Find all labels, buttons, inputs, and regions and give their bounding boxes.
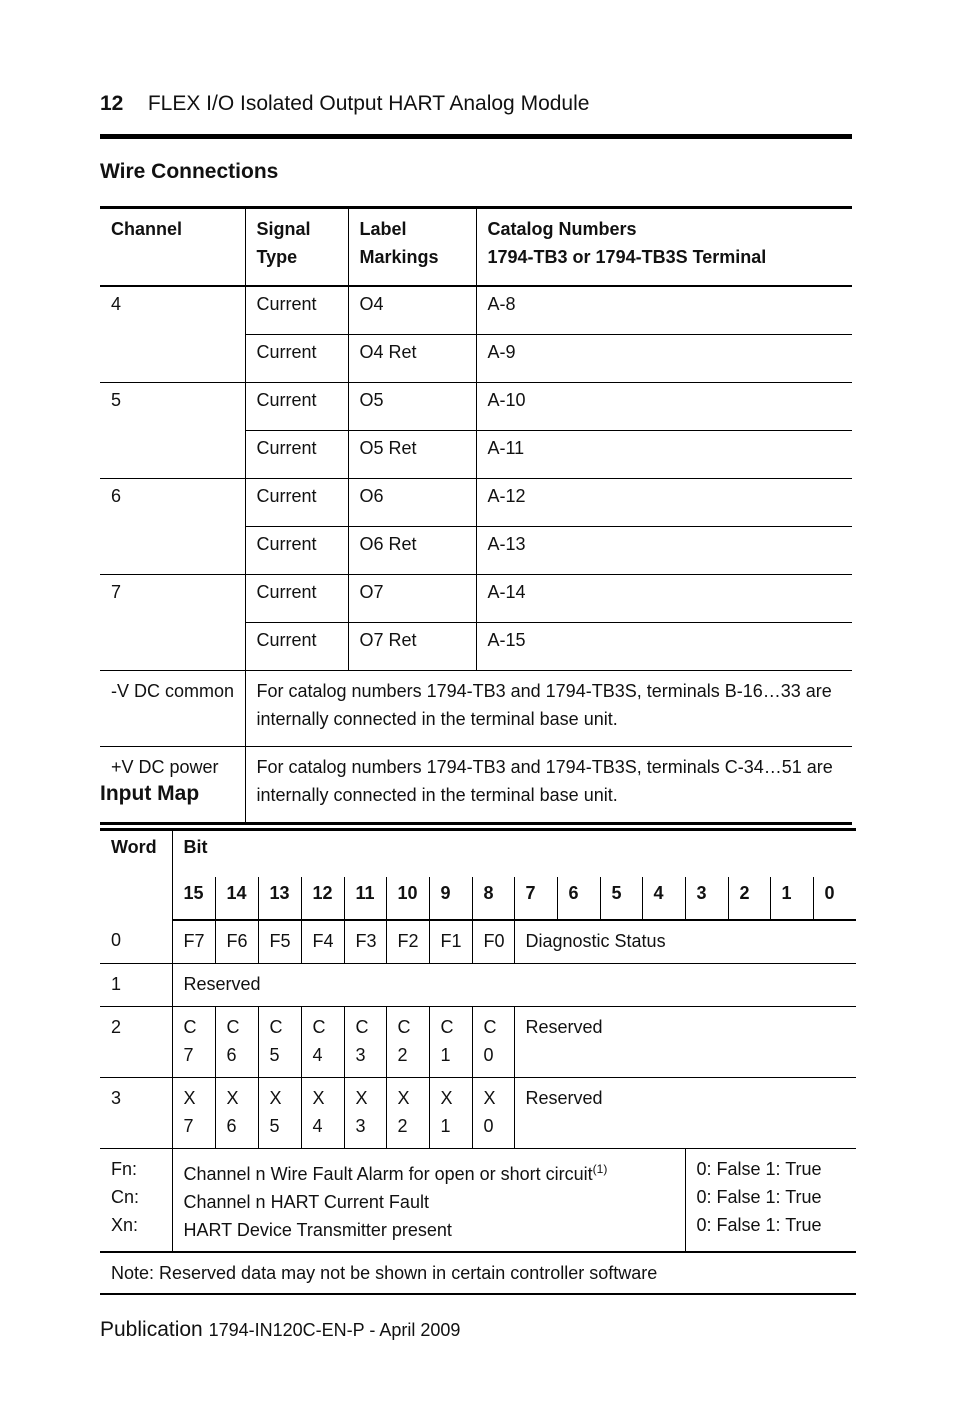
word-header: Word bbox=[111, 837, 157, 857]
bit-cell: C 5 bbox=[258, 1007, 301, 1078]
bit-number: 4 bbox=[642, 877, 685, 920]
input-map-heading: Input Map bbox=[100, 782, 200, 805]
channel-cell: 5 bbox=[100, 383, 245, 479]
reserved-cell: Reserved bbox=[514, 1078, 856, 1149]
bit-cell: X 4 bbox=[301, 1078, 344, 1149]
terminal-cell: A-10 bbox=[476, 383, 852, 431]
terminal-cell: A-12 bbox=[476, 479, 852, 527]
table-row bbox=[100, 1007, 856, 1078]
bit-cell: C 3 bbox=[344, 1007, 386, 1078]
reserved-note: Note: Reserved data may not be shown in certain controller software bbox=[100, 1252, 856, 1294]
label-cell: O6 Ret bbox=[348, 527, 476, 575]
legend-key: Xn: bbox=[111, 1215, 139, 1235]
word-cell: 1 bbox=[100, 964, 172, 1007]
signal-cell: Current bbox=[245, 431, 348, 479]
input-map-table bbox=[100, 828, 856, 1295]
table-row bbox=[100, 1078, 856, 1149]
publication-footer bbox=[100, 1318, 460, 1342]
signal-cell: Current bbox=[245, 623, 348, 671]
label-cell: O7 bbox=[348, 575, 476, 623]
terminal-cell: A-8 bbox=[476, 286, 852, 335]
signal-cell: Current bbox=[245, 479, 348, 527]
bit-number: 2 bbox=[728, 877, 770, 920]
publication-id: 1794-IN120C-EN-P - April 2009 bbox=[208, 1320, 461, 1340]
note-text-cell: For catalog numbers 1794-TB3 and 1794-TB3S, terminals C-34…51 are internally connected in the terminal base unit. bbox=[245, 747, 852, 824]
word-cell: 0 bbox=[111, 930, 122, 950]
label-cell: O7 Ret bbox=[348, 623, 476, 671]
bit-number: 6 bbox=[557, 877, 600, 920]
bit-cell: C 1 bbox=[429, 1007, 472, 1078]
channel-cell: 7 bbox=[100, 575, 245, 671]
legend-row bbox=[100, 1149, 856, 1253]
legend-values-cell bbox=[685, 1149, 856, 1253]
bit-cell: F2 bbox=[386, 920, 429, 964]
legend-value: 0: False 1: True bbox=[696, 1187, 822, 1207]
channel-cell: 4 bbox=[111, 294, 122, 314]
terminal-cell: A-11 bbox=[476, 431, 852, 479]
column-header-channel: Channel bbox=[100, 208, 245, 287]
page-number: 12 bbox=[100, 92, 124, 115]
legend-key: Fn: bbox=[111, 1159, 138, 1179]
bit-cell: X 5 bbox=[258, 1078, 301, 1149]
table-row bbox=[100, 286, 852, 335]
terminal-cell: A-15 bbox=[476, 623, 852, 671]
table-row bbox=[100, 671, 852, 747]
note-text-cell: For catalog numbers 1794-TB3 and 1794-TB3S, terminals B-16…33 are internally connected in the terminal base unit. bbox=[245, 671, 852, 747]
column-header-catalog-numbers: Catalog Numbers 1794-TB3 or 1794-TB3S Terminal bbox=[476, 208, 852, 287]
bit-number: 1 bbox=[770, 877, 813, 920]
wire-connections-table bbox=[100, 206, 852, 825]
bit-cell: C 2 bbox=[386, 1007, 429, 1078]
legend-description: HART Device Transmitter present bbox=[183, 1220, 452, 1240]
bit-number: 11 bbox=[344, 877, 386, 920]
bit-number: 13 bbox=[258, 877, 301, 920]
bit-cell: F1 bbox=[429, 920, 472, 964]
bit-number: 8 bbox=[472, 877, 514, 920]
word-cell: 2 bbox=[100, 1007, 172, 1078]
terminal-cell: A-14 bbox=[476, 575, 852, 623]
diagnostic-status-cell: Diagnostic Status bbox=[514, 920, 856, 964]
terminal-cell: A-13 bbox=[476, 527, 852, 575]
table-row bbox=[100, 383, 852, 431]
bit-cell: F7 bbox=[172, 920, 215, 964]
reserved-cell: Reserved bbox=[514, 1007, 856, 1078]
channel-cell: 6 bbox=[100, 479, 245, 575]
note-label-cell: -V DC common bbox=[100, 671, 245, 747]
bit-cell: C 7 bbox=[172, 1007, 215, 1078]
wire-connections-heading: Wire Connections bbox=[100, 160, 279, 183]
header-rule bbox=[100, 134, 852, 139]
bit-cell: X 7 bbox=[172, 1078, 215, 1149]
bit-number: 3 bbox=[685, 877, 728, 920]
reserved-cell: Reserved bbox=[172, 964, 856, 1007]
bit-cell: X 2 bbox=[386, 1078, 429, 1149]
bit-number: 14 bbox=[215, 877, 258, 920]
bit-number: 7 bbox=[514, 877, 557, 920]
signal-cell: Current bbox=[245, 527, 348, 575]
bit-number: 15 bbox=[172, 877, 215, 920]
bit-cell: X 6 bbox=[215, 1078, 258, 1149]
signal-cell: Current bbox=[245, 286, 348, 335]
page-header bbox=[100, 92, 852, 116]
table-row bbox=[100, 920, 856, 964]
document-title: FLEX I/O Isolated Output HART Analog Module bbox=[147, 92, 590, 115]
bit-header-row bbox=[100, 830, 856, 878]
bit-numbers-row bbox=[100, 877, 856, 920]
bit-cell: F5 bbox=[258, 920, 301, 964]
legend-key: Cn: bbox=[111, 1187, 140, 1207]
legend-description: Channel n Wire Fault Alarm for open or short circuit$^{(1)}$ bbox=[183, 1162, 608, 1184]
table-row bbox=[100, 479, 852, 527]
note-label-cell: +V DC power bbox=[100, 747, 245, 824]
label-cell: O5 bbox=[348, 383, 476, 431]
bit-cell: X 0 bbox=[472, 1078, 514, 1149]
bit-cell: F0 bbox=[472, 920, 514, 964]
footnote-mark: (1) bbox=[592, 1162, 608, 1176]
bit-cell: X 3 bbox=[344, 1078, 386, 1149]
signal-cell: Current bbox=[245, 335, 348, 383]
legend-keys-cell bbox=[100, 1149, 172, 1253]
column-header-signal-type: Signal Type bbox=[245, 208, 348, 287]
legend-value: 0: False 1: True bbox=[696, 1159, 822, 1179]
table-header-row bbox=[100, 208, 852, 287]
bit-number: 0 bbox=[813, 877, 856, 920]
table-row bbox=[100, 964, 856, 1007]
bit-header: Bit bbox=[172, 830, 856, 878]
word-cell: 3 bbox=[100, 1078, 172, 1149]
legend-description: Channel n HART Current Fault bbox=[183, 1192, 429, 1212]
legend-value: 0: False 1: True bbox=[696, 1215, 822, 1235]
table-row bbox=[100, 747, 852, 824]
terminal-cell: A-9 bbox=[476, 335, 852, 383]
publication-label: Publication bbox=[100, 1318, 203, 1341]
note-row bbox=[100, 1252, 856, 1294]
legend-descriptions-cell bbox=[172, 1149, 685, 1253]
label-cell: O4 Ret bbox=[348, 335, 476, 383]
bit-cell: F4 bbox=[301, 920, 344, 964]
bit-cell: X 1 bbox=[429, 1078, 472, 1149]
bit-cell: C 4 bbox=[301, 1007, 344, 1078]
label-cell: O4 bbox=[348, 286, 476, 335]
column-header-label-markings: Label Markings bbox=[348, 208, 476, 287]
signal-cell: Current bbox=[245, 383, 348, 431]
table-row bbox=[100, 575, 852, 623]
bit-number: 12 bbox=[301, 877, 344, 920]
label-cell: O6 bbox=[348, 479, 476, 527]
bit-number: 9 bbox=[429, 877, 472, 920]
bit-cell: C 6 bbox=[215, 1007, 258, 1078]
label-cell: O5 Ret bbox=[348, 431, 476, 479]
bit-number: 10 bbox=[386, 877, 429, 920]
bit-cell: F3 bbox=[344, 920, 386, 964]
bit-cell: F6 bbox=[215, 920, 258, 964]
bit-cell: C 0 bbox=[472, 1007, 514, 1078]
bit-number: 5 bbox=[600, 877, 642, 920]
signal-cell: Current bbox=[245, 575, 348, 623]
